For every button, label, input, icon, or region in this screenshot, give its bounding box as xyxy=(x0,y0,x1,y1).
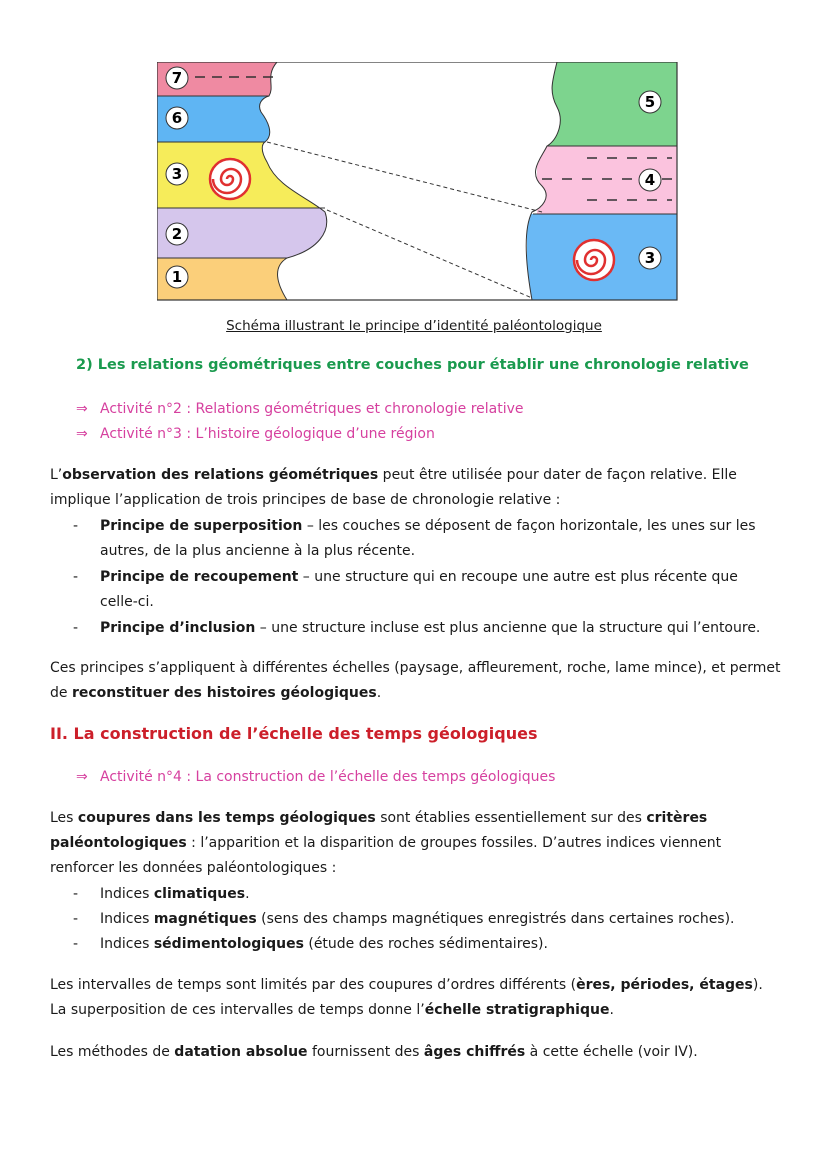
indice-sedimentologiques: Indices sédimentologiques (étude des roches sédimentaires). xyxy=(100,936,548,952)
paragraph-line: de reconstituer des histoires géologiques. xyxy=(50,685,382,701)
layer-label-1 xyxy=(166,266,188,288)
paragraph-line: paléontologiques : l’apparition et la disparition de groupes fossiles. D’autres indices viennent xyxy=(50,835,722,851)
layer-label-3-left xyxy=(166,163,188,185)
activity-2-label: Activité n°2 : Relations géométriques et chronologie relative xyxy=(100,401,524,417)
bullet: - xyxy=(73,569,79,585)
svg-text:7: 7 xyxy=(171,69,183,87)
principle-line: autres, de la plus ancienne à la plus récente. xyxy=(100,543,416,559)
layer-label-7 xyxy=(166,67,188,89)
activity-2-link[interactable] xyxy=(76,397,524,422)
layer-label-6 xyxy=(166,107,188,129)
bullet: - xyxy=(73,518,79,534)
ammonite-fossil-icon xyxy=(574,240,614,280)
bullet: - xyxy=(73,911,79,927)
layer-label-4 xyxy=(639,169,661,191)
layer-label-5 xyxy=(639,91,661,113)
paragraph-line: Les méthodes de datation absolue fournissent des âges chiffrés à cette échelle (voir IV). xyxy=(50,1044,698,1060)
principle-superposition: Principe de superposition – les couches se déposent de façon horizontale, les unes sur les xyxy=(100,518,756,534)
activity-3-link[interactable] xyxy=(76,422,435,447)
paragraph-line: Ces principes s’appliquent à différentes échelles (paysage, affleurement, roche, lame mince), et permet xyxy=(50,660,781,676)
svg-text:4: 4 xyxy=(644,171,656,189)
bullet: - xyxy=(73,886,79,902)
bullet: - xyxy=(73,620,79,636)
principle-line: celle-ci. xyxy=(100,594,154,610)
section-2-heading: 2) Les relations géométriques entre couches pour établir une chronologie relative xyxy=(76,357,749,373)
svg-text:3: 3 xyxy=(171,165,183,183)
activity-3-label: Activité n°3 : L’histoire géologique d’une région xyxy=(100,426,435,442)
layer-label-3-right xyxy=(639,247,661,269)
arrow-icon: ⇒ xyxy=(76,426,88,442)
paragraph-line: L’observation des relations géométriques peut être utilisée pour dater de façon relative. Elle xyxy=(50,467,737,483)
paragraph-line: implique l’application de trois principes de base de chronologie relative : xyxy=(50,492,561,508)
layer-label-2 xyxy=(166,223,188,245)
svg-text:3: 3 xyxy=(644,249,656,267)
paragraph-line: Les intervalles de temps sont limités par des coupures d’ordres différents (ères, périodes, étages). xyxy=(50,977,763,993)
figure-caption: Schéma illustrant le principe d’identité paléontologique xyxy=(226,318,602,334)
svg-text:5: 5 xyxy=(644,93,656,111)
paleontological-identity-diagram xyxy=(157,62,678,302)
svg-text:2: 2 xyxy=(171,225,183,243)
paragraph-line: renforcer les données paléontologiques : xyxy=(50,860,337,876)
arrow-icon: ⇒ xyxy=(76,769,88,785)
ammonite-fossil-icon xyxy=(210,159,250,199)
arrow-icon: ⇒ xyxy=(76,401,88,417)
paragraph-line: Les coupures dans les temps géologiques sont établies essentiellement sur des critères xyxy=(50,810,708,826)
paragraph-line: La superposition de ces intervalles de temps donne l’échelle stratigraphique. xyxy=(50,1002,614,1018)
indice-magnetiques: Indices magnétiques (sens des champs magnétiques enregistrés dans certaines roches). xyxy=(100,911,735,927)
activity-4-label: Activité n°4 : La construction de l’échelle des temps géologiques xyxy=(100,769,556,785)
bullet: - xyxy=(73,936,79,952)
principle-inclusion: Principe d’inclusion – une structure incluse est plus ancienne que la structure qui l’entoure. xyxy=(100,620,761,636)
erosion-gap xyxy=(260,62,561,300)
indice-climatiques: Indices climatiques. xyxy=(100,886,250,902)
activity-4-link[interactable] xyxy=(76,765,555,790)
principle-recoupement: Principe de recoupement – une structure qui en recoupe une autre est plus récente que xyxy=(100,569,738,585)
svg-text:1: 1 xyxy=(171,268,183,286)
svg-text:6: 6 xyxy=(171,109,183,127)
section-ii-heading: II. La construction de l’échelle des temps géologiques xyxy=(50,724,538,743)
